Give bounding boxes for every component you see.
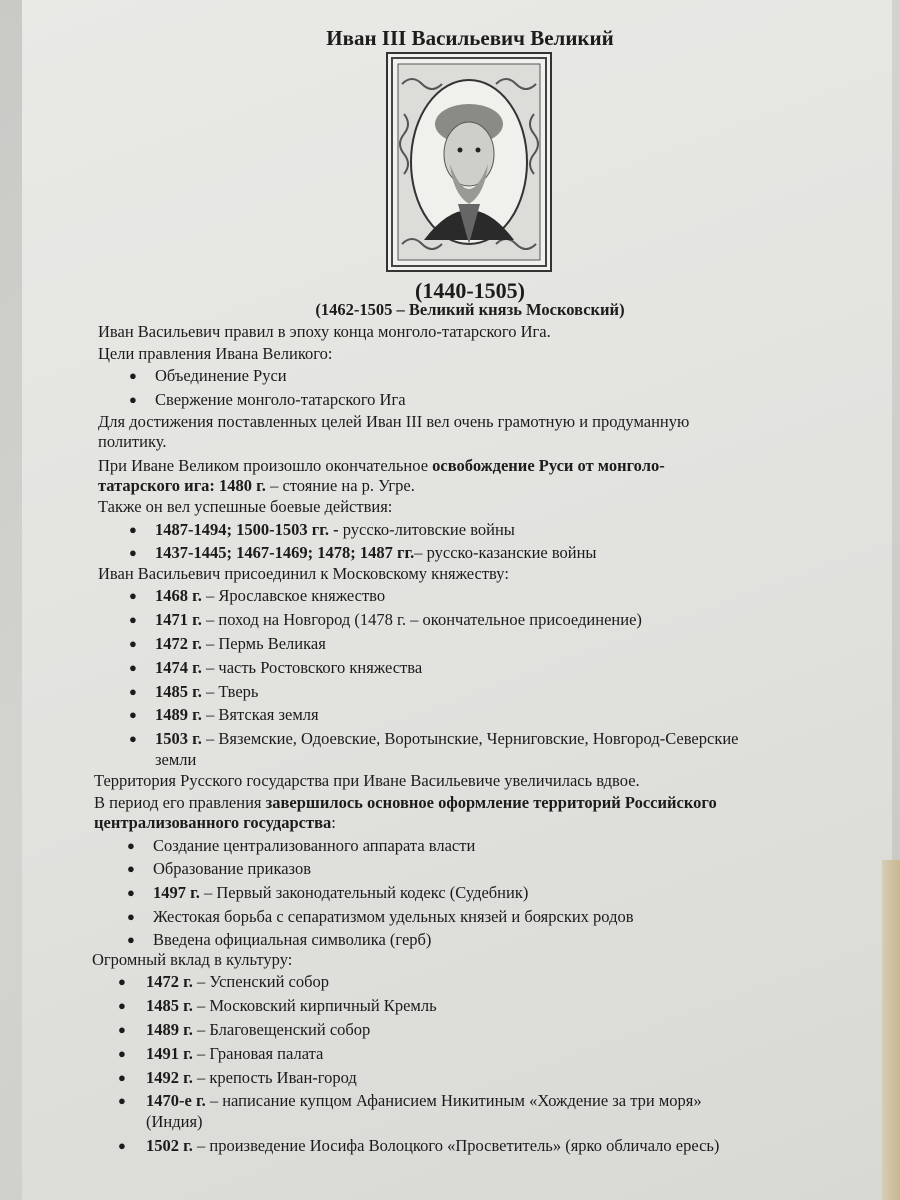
formation-text-cont: централизованного государства: (94, 813, 336, 832)
culture-item: 1485 г. – Московский кирпичный Кремль (146, 996, 437, 1015)
war-item: 1487-1494; 1500-1503 гг. - русско-литовские войны (155, 520, 515, 539)
reform-item: 1497 г. – Первый законодательный кодекс (Судебник) (153, 883, 529, 902)
culture-item-cont: (Индия) (146, 1112, 203, 1131)
bullet-icon: ● (127, 861, 135, 876)
bullet-icon: ● (129, 392, 137, 407)
liberation-text: При Иване Великом произошло окончательное освобождение Руси от монголо- (98, 456, 665, 475)
reform-item: Введена официальная символика (герб) (153, 930, 432, 949)
policy-text-cont: политику. (98, 432, 167, 451)
portrait-image (386, 52, 552, 272)
page-title: Иван III Васильевич Великий (326, 26, 614, 50)
annex-item: 1503 г. – Вяземские, Одоевские, Воротынские, Черниговские, Новгород-Северские (155, 729, 739, 748)
culture-item: 1470-е г. – написание купцом Афанисием Никитиным «Хождение за три моря» (146, 1091, 702, 1110)
bullet-icon: ● (127, 909, 135, 924)
bullet-icon: ● (129, 660, 137, 675)
bullet-icon: ● (118, 974, 126, 989)
reform-item: Создание централизованного аппарата власти (153, 836, 476, 855)
war-item: 1437-1445; 1467-1469; 1478; 1487 гг.– русско-казанские войны (155, 543, 597, 562)
bullet-icon: ● (129, 522, 137, 537)
culture-item: 1472 г. – Успенский собор (146, 972, 329, 991)
annex-item: 1485 г. – Тверь (155, 682, 259, 701)
bullet-icon: ● (129, 636, 137, 651)
bullet-icon: ● (118, 1022, 126, 1037)
policy-text: Для достижения поставленных целей Иван III вел очень грамотную и продуманную (98, 412, 690, 431)
bullet-icon: ● (127, 932, 135, 947)
goal-item: Свержение монголо-татарского Ига (155, 390, 406, 409)
annex-item: 1474 г. – часть Ростовского княжества (155, 658, 423, 677)
culture-item: 1491 г. – Грановая палата (146, 1044, 324, 1063)
formation-text: В период его правления завершилось основное оформление территорий Российского (94, 793, 717, 812)
bullet-icon: ● (129, 545, 137, 560)
bullet-icon: ● (129, 612, 137, 627)
culture-item: 1489 г. – Благовещенский собор (146, 1020, 371, 1039)
bullet-icon: ● (127, 838, 135, 853)
wars-header: Также он вел успешные боевые действия: (98, 497, 393, 516)
territory-text: Территория Русского государства при Иване Васильевиче увеличилась вдвое. (94, 771, 640, 790)
bullet-icon: ● (118, 1070, 126, 1085)
bullet-icon: ● (129, 731, 137, 746)
bullet-icon: ● (118, 998, 126, 1013)
annex-item: 1489 г. – Вятская земля (155, 705, 319, 724)
bullet-icon: ● (127, 885, 135, 900)
bullet-icon: ● (118, 1046, 126, 1061)
annex-item-cont: земли (155, 750, 197, 769)
reform-item: Жестокая борьба с сепаратизмом удельных князей и боярских родов (153, 907, 634, 926)
culture-item: 1502 г. – произведение Иосифа Волоцкого «Просветитель» (ярко обличало ересь) (146, 1136, 720, 1155)
annex-item: 1472 г. – Пермь Великая (155, 634, 326, 653)
bullet-icon: ● (129, 684, 137, 699)
annex-item: 1468 г. – Ярославское княжество (155, 586, 386, 605)
bullet-icon: ● (129, 588, 137, 603)
intro-text: Иван Васильевич правил в эпоху конца монголо-татарского Ига. (98, 322, 551, 341)
goal-item: Объединение Руси (155, 366, 287, 385)
culture-header: Огромный вклад в культуру: (92, 950, 293, 969)
bullet-icon: ● (129, 368, 137, 383)
lifespan: (1440-1505) (415, 278, 525, 303)
bullet-icon: ● (118, 1093, 126, 1108)
annex-item: 1471 г. – поход на Новгород (1478 г. – окончательное присоединение) (155, 610, 642, 629)
reform-item: Образование приказов (153, 859, 312, 878)
bullet-icon: ● (129, 707, 137, 722)
annex-header: Иван Васильевич присоединил к Московскому княжеству: (98, 564, 509, 583)
culture-item: 1492 г. – крепость Иван-город (146, 1068, 357, 1087)
liberation-text-cont: татарского ига: 1480 г. – стояние на р. Угре. (98, 476, 415, 495)
bullet-icon: ● (118, 1138, 126, 1153)
reign-period: (1462-1505 – Великий князь Московский) (315, 300, 625, 319)
goals-header: Цели правления Ивана Великого: (98, 344, 333, 363)
